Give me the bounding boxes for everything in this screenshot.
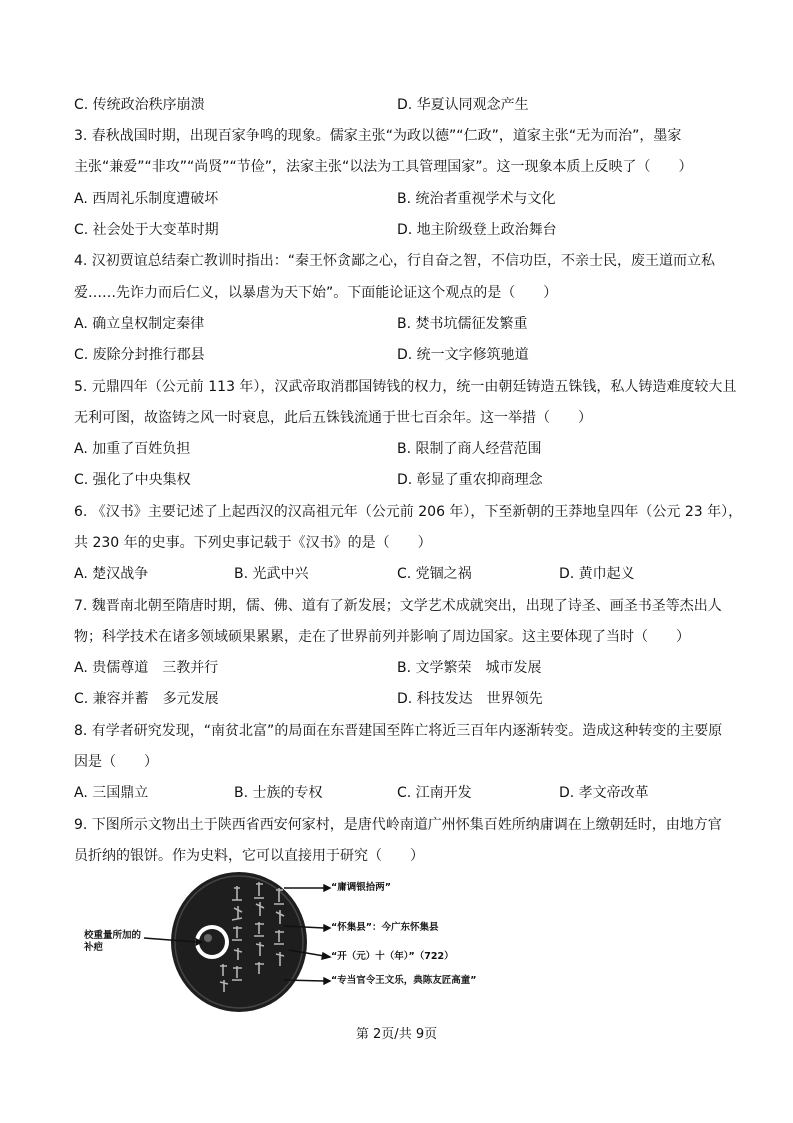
q5-option-d: D. 彰显了重农抑商理念: [397, 472, 543, 488]
q6-option-b: B. 光武中兴: [234, 566, 309, 582]
q5-stem-line1: 5. 元鼎四年（公元前 113 年），汉武帝取消郡国铸钱的权力，统一由朝廷铸造五铢钱，私人铸造难度较大且: [74, 379, 737, 395]
q9-stem-line2: 员折纳的银饼。作为史料，它可以直接用于研究（ ）: [74, 848, 424, 864]
q8-option-a: A. 三国鼎立: [74, 785, 149, 801]
q5-option-a: A. 加重了百姓负担: [74, 441, 191, 457]
q5-stem-line2: 无利可图，故盗铸之风一时衰息，此后五铢钱流通于世七百余年。这一举措（ ）: [74, 410, 592, 426]
label-huaiji-county: “怀集县”：今广东怀集县: [331, 922, 439, 933]
label-tax-silver: “庸调银拾两”: [331, 882, 391, 893]
q3-option-b: B. 统治者重视学术与文化: [397, 191, 556, 207]
q8-stem-line2: 因是（ ）: [74, 754, 158, 770]
q8-stem-line1: 8. 有学者研究发现，“南贫北富”的局面在东晋建国至阵亡将近三百年内逐渐转变。造成这种转变的主要原: [74, 723, 723, 739]
q8-option-b: B. 士族的专权: [234, 785, 323, 801]
q6-option-a: A. 楚汉战争: [74, 566, 149, 582]
label-patch: 校重量所加的补疤: [84, 930, 142, 953]
q4-stem-line1: 4. 汉初贾谊总结秦亡教训时指出：“秦王怀贪鄙之心，行自奋之智，不信功臣，不亲士民，废王道而立私: [74, 253, 716, 269]
q7-stem-line2: 物；科学技术在诸多领域硕果累累，走在了世界前列并影响了周边国家。这主要体现了当时（ ）: [74, 629, 690, 645]
q4-stem-line2: 爱……先诈力而后仁义，以暴虐为天下始”。下面能论证这个观点的是（ ）: [74, 285, 558, 301]
silver-cake-figure: [84, 870, 484, 1015]
q8-option-d: D. 孝文帝改革: [559, 785, 649, 801]
q9-stem-line1: 9. 下图所示文物出土于陕西省西安何家村，是唐代岭南道广州怀集百姓所纳庸调在上缴朝廷时，由地方官: [74, 817, 722, 833]
page-number-footer: 第 2页/共 9页: [355, 1027, 438, 1042]
q3-option-a: A. 西周礼乐制度遭破坏: [74, 191, 219, 207]
q6-option-c: C. 党锢之祸: [397, 566, 472, 582]
q4-option-a: A. 确立皇权制定秦律: [74, 316, 205, 332]
q7-stem-line1: 7. 魏晋南北朝至隋唐时期，儒、佛、道有了新发展；文学艺术成就突出，出现了诗圣、画圣书圣等杰出人: [74, 598, 722, 614]
label-officials: “专当官令王文乐，典陈友匠高童”: [331, 975, 477, 986]
q6-stem-line1: 6. 《汉书》主要记述了上起西汉的汉高祖元年（公元前 206 年），下至新朝的王莽地皇四年（公元 23 年），: [74, 504, 743, 520]
q7-option-b: B. 文学繁荣 城市发展: [397, 660, 542, 676]
q5-option-b: B. 限制了商人经营范围: [397, 441, 542, 457]
q5-option-c: C. 强化了中央集权: [74, 472, 191, 488]
q6-option-d: D. 黄巾起义: [559, 566, 635, 582]
q2-option-d: D. 华夏认同观念产生: [397, 97, 529, 113]
q4-option-d: D. 统一文字修筑驰道: [397, 347, 529, 363]
q3-option-c: C. 社会处于大变革时期: [74, 222, 219, 238]
q6-stem-line2: 共 230 年的史事。下列史事记载于《汉书》的是（ ）: [74, 535, 432, 551]
q3-option-d: D. 地主阶级登上政治舞台: [397, 222, 557, 238]
q2-option-c: C. 传统政治秩序崩溃: [74, 97, 205, 113]
q4-option-b: B. 焚书坑儒征发繁重: [397, 316, 528, 332]
q3-stem-line2: 主张“兼爱”“非攻”“尚贤”“节俭”，法家主张“以法为工具管理国家”。这一现象本质上反映了（ ）: [74, 159, 693, 175]
q7-option-a: A. 贵儒尊道 三教并行: [74, 660, 219, 676]
q7-option-d: D. 科技发达 世界领先: [397, 691, 543, 707]
q3-stem-line1: 3. 春秋战国时期，出现百家争鸣的现象。儒家主张“为政以德”“仁政”，道家主张“无为而治”，墨家: [74, 128, 682, 144]
q4-option-c: C. 废除分封推行郡县: [74, 347, 205, 363]
label-kaiyuan-year: “开（元）十（年）”（722）: [331, 951, 454, 962]
q8-option-c: C. 江南开发: [397, 785, 472, 801]
q7-option-c: C. 兼容并蓄 多元发展: [74, 691, 219, 707]
